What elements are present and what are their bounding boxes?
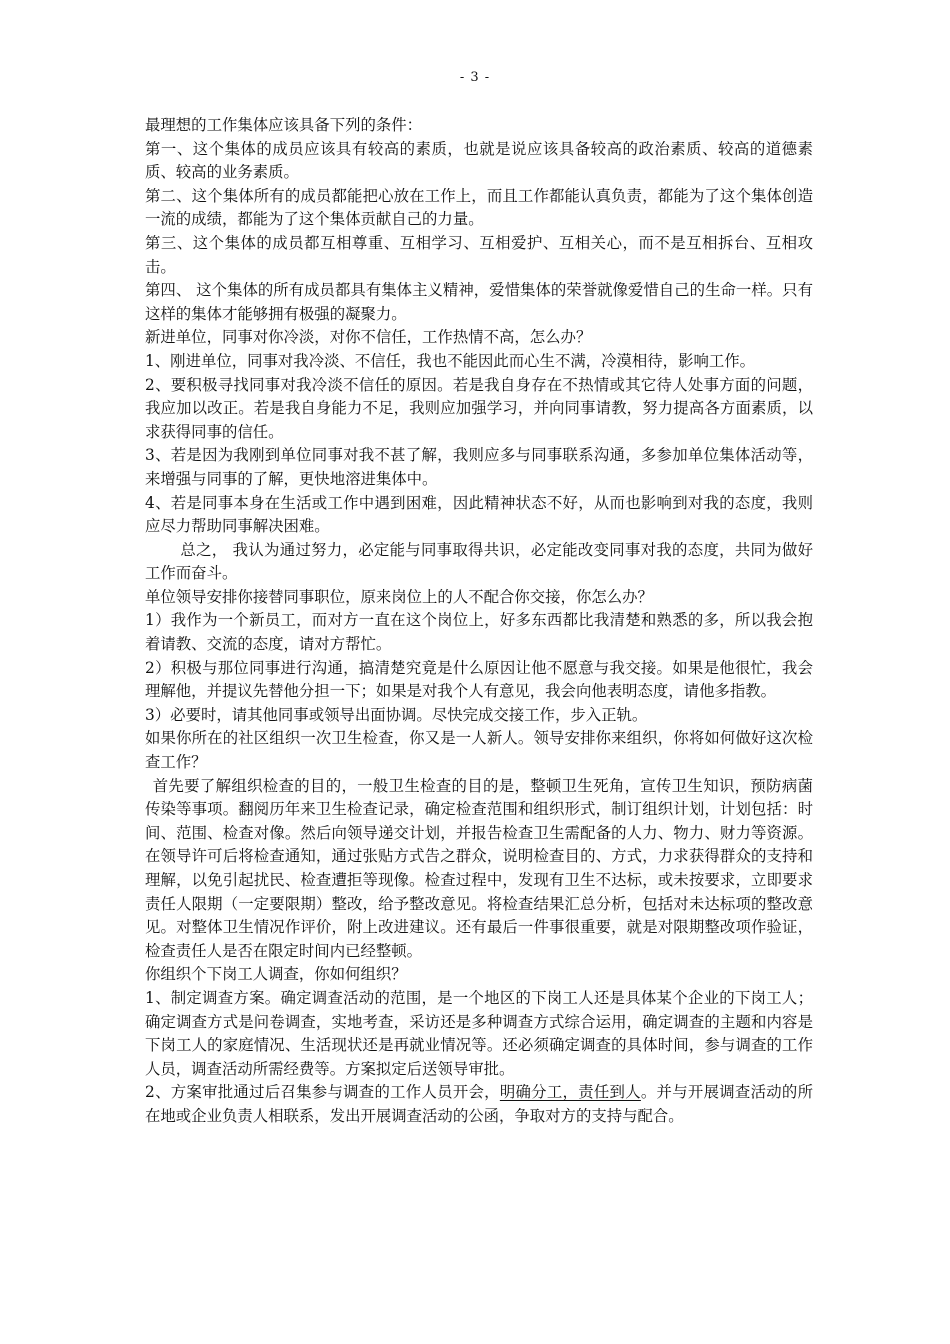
answer-handover-1: 1）我作为一个新员工，而对方一直在这个岗位上，好多东西都比我清楚和熟悉的多，所以我会抱着请教、交流的态度，请对方帮忙。 [145,611,813,654]
answer-laid-off-survey-1: 1、制定调查方案。确定调查活动的范围，是一个地区的下岗工人还是具体某个企业的下岗工人；确定调查方式是问卷调查，实地考查，采访还是多种调查方式综合运用，确定调查的主题和内容是下岗工人的家庭情况、生活现状还是再就业情况等。还必须确定调查的具体时间，参与调查的工作人员，调查活动所需经费等。方案拟定后送领导审批。 [145,988,813,1078]
paragraph-condition-4: 第四、 这个集体的所有成员都具有集体主义精神，爱惜集体的荣誉就像爱惜自己的生命一样。只有这样的集体才能够拥有极强的凝聚力。 [145,281,813,323]
underlined-phrase: 明确分工，责任到人 [499,1083,641,1102]
answer-handover-3: 3）必要时，请其他同事或领导出面协调。尽快完成交接工作，步入正轨。 [145,705,648,724]
document-body [145,114,813,1129]
question-laid-off-survey: 你组织个下岗工人调查，你如何组织？ [145,965,407,984]
answer-cold-colleagues-1: 1、刚进单位，同事对我冷淡、不信任，我也不能因此而心生不满，冷漠相待，影响工作。 [145,351,756,370]
answer-cold-colleagues-2: 2、要积极寻找同事对我冷淡不信任的原因。若是我自身存在不热情或其它待人处事方面的问题，我应加以改正。若是我自身能力不足，我则应加强学习，并向同事请教，努力提高各方面素质，以求获得同事的信任。 [145,375,813,441]
answer-laid-off-survey-2-before: 2、方案审批通过后召集参与调查的工作人员开会， [145,1083,500,1102]
answer-cold-colleagues-summary: 总之， 我认为通过努力，必定能与同事取得共识，必定能改变同事对我的态度，共同为做好工作而奋斗。 [145,540,813,583]
answer-cold-colleagues-3: 3、若是因为我刚到单位同事对我不甚了解，我则应多与同事联系沟通，多参加单位集体活动等，来增强与同事的了解，更快地溶进集体中。 [145,446,813,488]
answer-laid-off-survey-2-after: 。并与开展调查活动的所在地或企业负责人相联系，发出开展调查活动的公函，争取对方的支持与配合。 [145,1083,813,1125]
answer-hygiene-inspection: 首先要了解组织检查的目的，一般卫生检查的目的是，整顿卫生死角，宣传卫生知识，预防病菌传染等事项。翻阅历年来卫生检查记录，确定检查范围和组织形式，制订组织计划，计划包括：时间、范围、检查对像。然后向领导递交计划，并报告检查卫生需配备的人力、物力、财力等资源。在领导许可后将检查通知，通过张贴方式告之群众，说明检查目的、方式，力求获得群众的支持和理解，以免引起扰民、检查遭拒等现像。检查过程中，发现有卫生不达标，或未按要求，立即要求责任人限期（一定要限期）整改，给予整改意见。将检查结果汇总分析，包括对未达标项的整改意见。对整体卫生情况作评价，附上改进建议。还有最后一件事很重要，就是对限期整改项作验证，检查责任人是否在限定时间内已经整顿。 [145,776,813,960]
page-number: - 3 - [459,70,491,85]
question-hygiene-inspection: 如果你所在的社区组织一次卫生检查，你又是一人新人。领导安排你来组织，你将如何做好这次检查工作？ [145,729,813,772]
paragraph-condition-1: 第一、这个集体的成员应该具有较高的素质，也就是说应该具备较高的政治素质、较高的道德素质、较高的业务素质。 [145,139,813,182]
question-handover: 单位领导安排你接替同事职位，原来岗位上的人不配合你交接，你怎么办？ [145,587,653,606]
answer-handover-2: 2）积极与那位同事进行沟通，搞清楚究竟是什么原因让他不愿意与我交接。如果是他很忙，我会理解他，并提议先替他分担一下；如果是对我个人有意见，我会向他表明态度，请他多指教。 [145,658,813,701]
question-cold-colleagues: 新进单位，同事对你冷淡，对你不信任，工作热情不高，怎么办？ [145,328,592,347]
paragraph-ideal-collective-heading: 最理想的工作集体应该具备下列的条件： [145,116,423,134]
paragraph-condition-3: 第三、这个集体的成员都互相尊重、互相学习、互相爱护、互相关心，而不是互相拆台、互相攻击。 [145,233,813,276]
answer-cold-colleagues-4: 4、若是同事本身在生活或工作中遇到困难，因此精神状态不好，从而也影响到对我的态度，我则应尽力帮助同事解决困难。 [145,493,813,536]
answer-laid-off-survey-2 [145,1081,813,1128]
paragraph-condition-2: 第二、这个集体所有的成员都能把心放在工作上，而且工作都能认真负责，都能为了这个集体创造一流的成绩，都能为了这个集体贡献自己的力量。 [145,186,813,229]
